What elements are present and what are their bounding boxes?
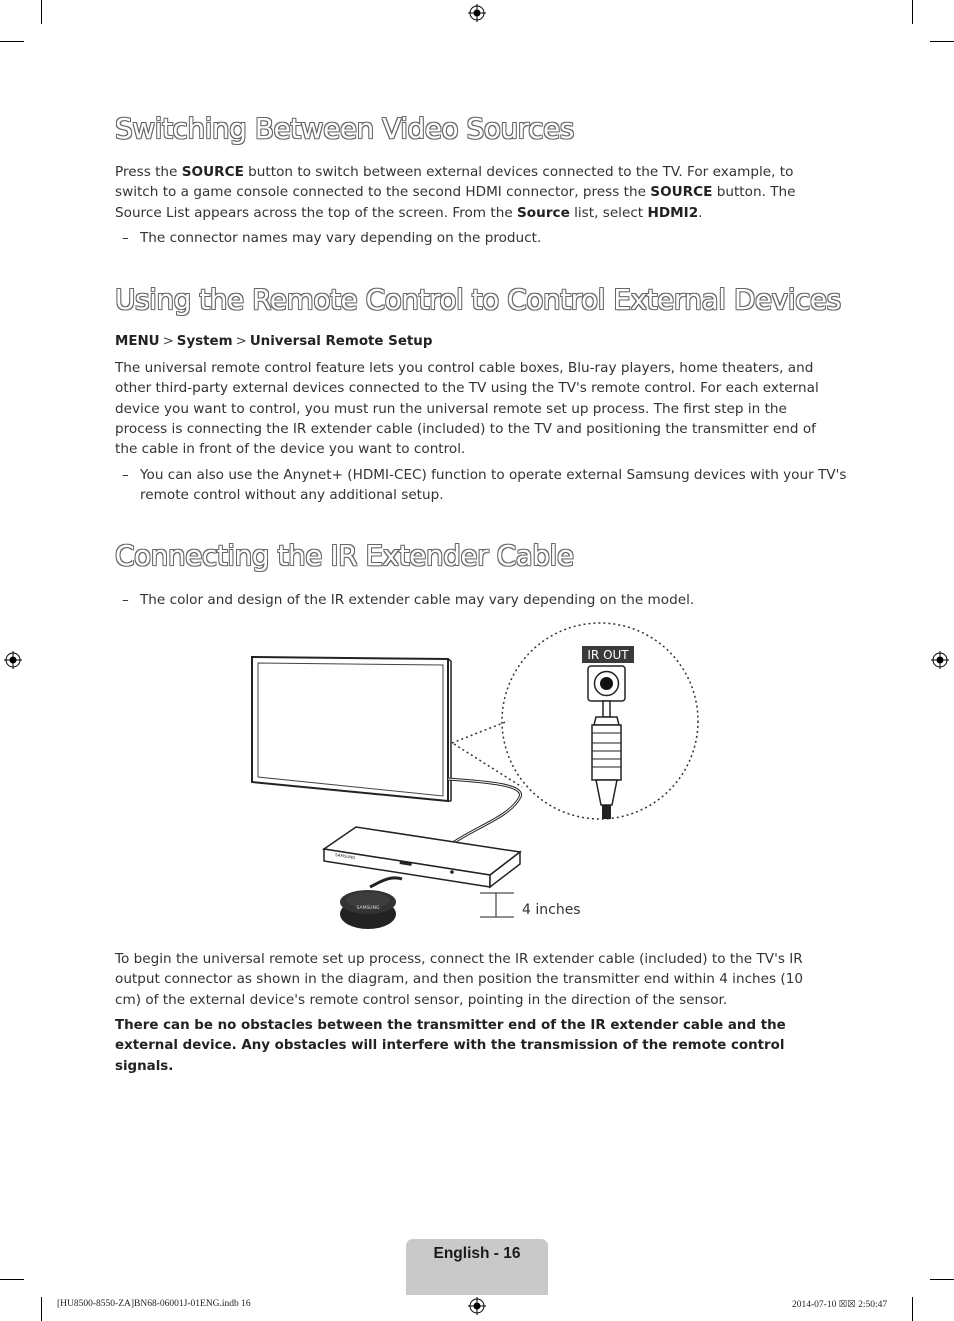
- source-keyword: SOURCE: [650, 184, 713, 201]
- print-slug-date: 2014-07-10 ☒☒ 2:50:47: [792, 1300, 888, 1310]
- hdmi2-keyword: HDMI2: [647, 204, 699, 221]
- ir-out-port-icon: [588, 666, 625, 701]
- ir-note: [115, 590, 856, 610]
- menu-item-system: System: [176, 334, 233, 349]
- note-text: You can also use the Anynet+ (HDMI-CEC) function to operate external Samsung devices with your TV's remote control without any additional setup.: [140, 467, 847, 504]
- switching-paragraph: [115, 162, 831, 223]
- text: list, select: [569, 204, 648, 221]
- box-brand-logo: SAMSUNG: [334, 852, 356, 861]
- note-text: The connector names may vary depending on the product.: [140, 230, 542, 246]
- crop-mark: [930, 41, 954, 42]
- tv-illustration: [252, 657, 451, 801]
- ir-extender-diagram: [240, 617, 720, 937]
- registration-mark-icon: [468, 4, 486, 22]
- page-number: English - 16: [433, 1245, 521, 1262]
- ir-plug-icon: [592, 701, 621, 819]
- note-text: The color and design of the IR extender cable may vary depending on the model.: [140, 592, 695, 608]
- ir-cable: [370, 878, 402, 887]
- zoom-callout: [452, 623, 698, 819]
- source-keyword: SOURCE: [181, 164, 244, 180]
- text: Press the: [115, 164, 182, 180]
- note-dash: –: [122, 230, 129, 246]
- registration-mark-icon: [931, 651, 949, 669]
- text: .: [698, 204, 703, 221]
- ir-warning: There can be no obstacles between the transmitter end of the IR extender cable and the external device. Any obstacles will interfere with the transmission of the remote control signals.: [115, 1018, 786, 1074]
- print-slug-file: [HU8500-8550-ZA]BN68-06001J-01ENG.indb 16: [57, 1299, 251, 1309]
- menu-path-breadcrumb: [115, 333, 432, 351]
- crop-mark: [0, 41, 24, 42]
- distance-indicator: [480, 893, 514, 917]
- transmitter-brand-logo: SAMSUNG: [356, 906, 380, 911]
- source-list-keyword: Source: [517, 204, 570, 221]
- registration-mark-icon: [4, 651, 22, 669]
- text: button to switch between external devices connected to the TV. For example, to switch to a game console connected to the second HDMI connector, press the: [115, 164, 794, 201]
- ir-transmitter-illustration: [340, 890, 396, 929]
- one-connect-box-illustration: [324, 827, 520, 887]
- registration-mark-icon: [468, 1297, 486, 1315]
- crop-mark: [912, 0, 913, 24]
- crop-mark: [41, 1297, 42, 1321]
- note-dash: –: [122, 467, 129, 483]
- crop-mark: [0, 1279, 24, 1280]
- remote-note: [115, 465, 856, 506]
- section-heading-ir: Connecting the IR Extender Cable: [115, 539, 574, 572]
- crop-mark: [930, 1279, 954, 1280]
- crop-mark: [41, 0, 42, 24]
- section-heading-switching: Switching Between Video Sources: [115, 112, 574, 145]
- menu-item-universal-remote-setup: Universal Remote Setup: [249, 334, 433, 349]
- switching-note: [115, 228, 856, 248]
- text: button. The Source List appears across the top of the screen. From the: [115, 184, 796, 221]
- menu-item-menu: MENU: [115, 334, 160, 349]
- distance-label: 4 inches: [522, 902, 581, 918]
- crop-mark: [912, 1297, 913, 1321]
- note-dash: –: [122, 592, 129, 608]
- section-heading-remote: Using the Remote Control to Control External Devices: [115, 283, 841, 316]
- remote-paragraph: The universal remote control feature lets you control cable boxes, Blu-ray players, home theaters, and other third-party external devices connected to the TV using the TV's remote control. For each external device you want to control, you must run the universal remote set up process. The first step in the process is connecting the IR extender cable (included) to the TV and positioning the transmitter end of the cable in front of the device you want to control.: [115, 360, 819, 458]
- chevron-right-icon: >: [162, 334, 174, 349]
- ir-out-label: IR OUT: [587, 648, 629, 662]
- ir-paragraph: To begin the universal remote set up process, connect the IR extender cable (included) to the TV's IR output connector as shown in the diagram, and then position the transmitter end within 4 inches (10 cm) of the external device's remote control sensor, pointing in the direction of the sensor.: [115, 951, 804, 1008]
- chevron-right-icon: >: [235, 334, 247, 349]
- tv-cable: [448, 779, 520, 845]
